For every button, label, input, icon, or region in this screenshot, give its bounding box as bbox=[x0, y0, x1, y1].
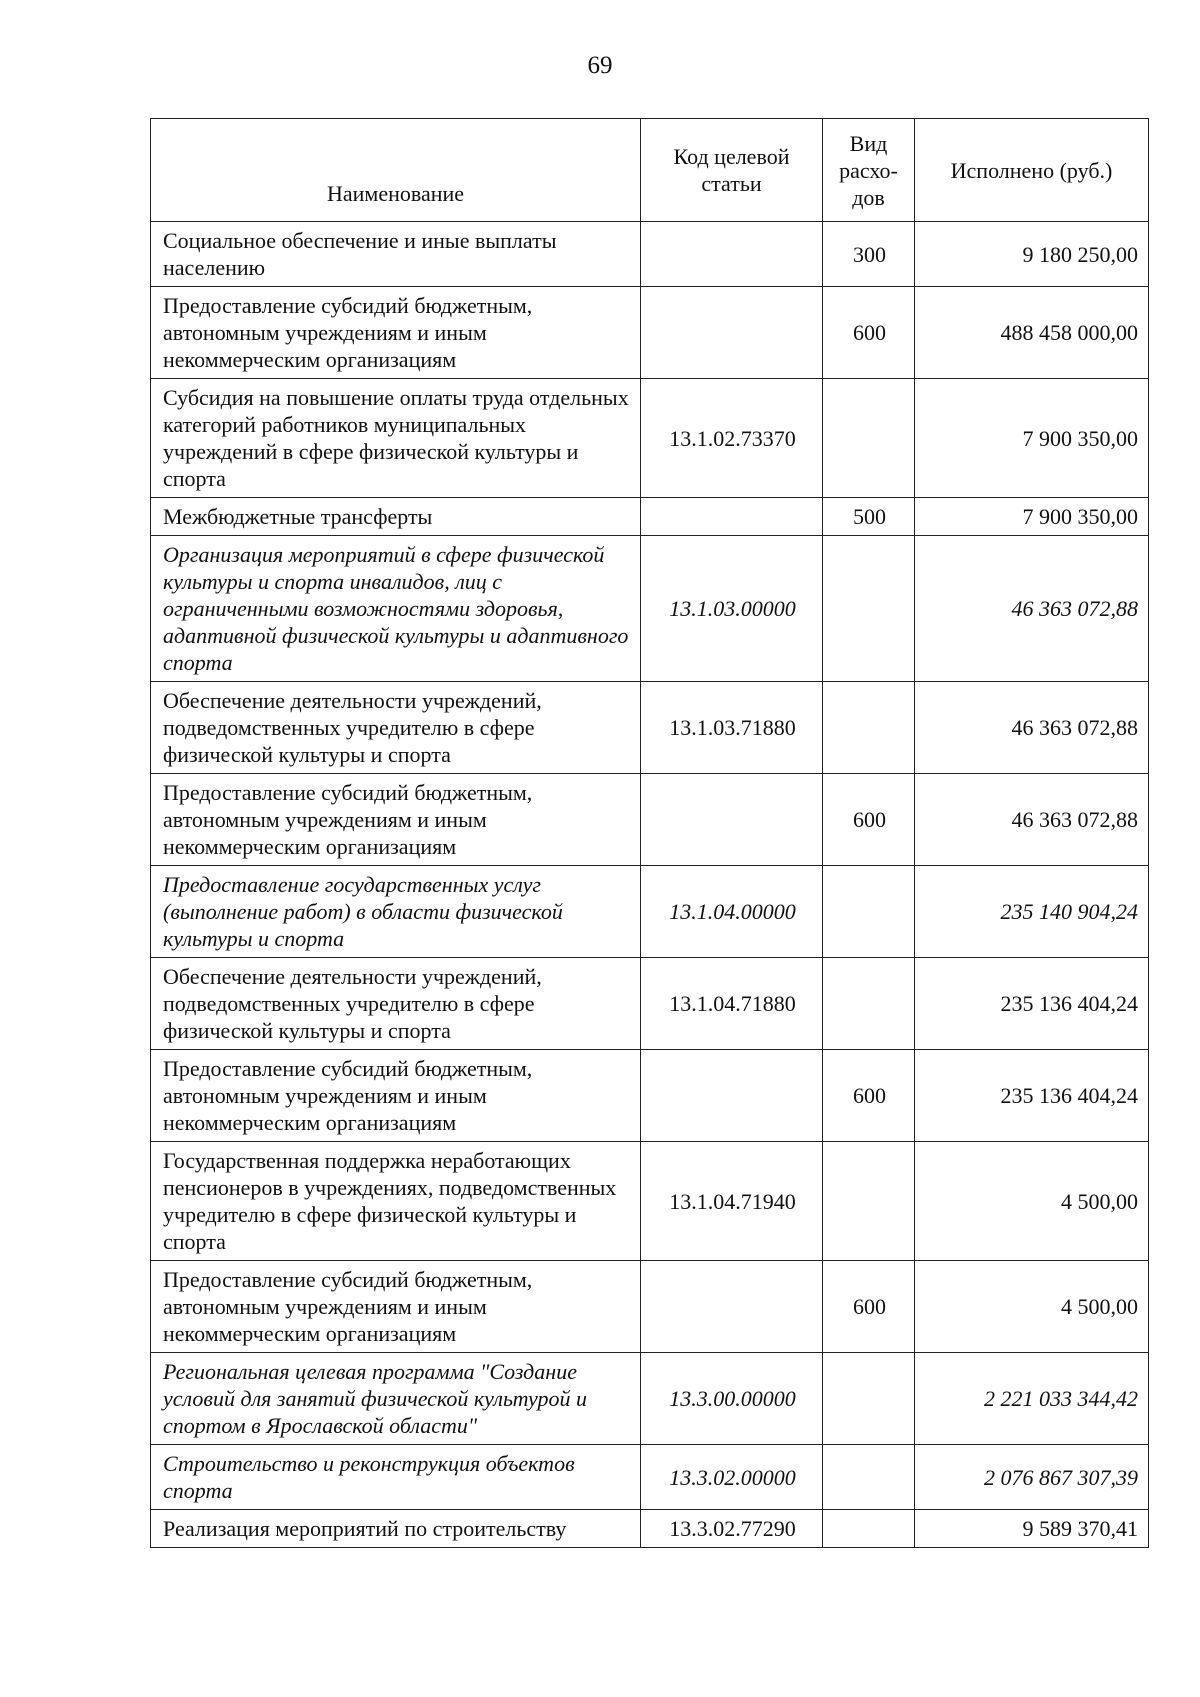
table-body bbox=[151, 222, 1149, 1548]
table-row bbox=[151, 1261, 1149, 1353]
header-kind: Вид расхо-дов bbox=[823, 119, 915, 222]
row-kind-cell bbox=[823, 379, 915, 498]
row-name-cell: Обеспечение деятельности учреждений, подведомственных учредителю в сфере физической культуры и спорта bbox=[151, 958, 641, 1050]
header-amount: Исполнено (руб.) bbox=[915, 119, 1149, 222]
row-name-cell: Субсидия на повышение оплаты труда отдельных категорий работников муниципальных учреждений в сфере физической культуры и спорта bbox=[151, 379, 641, 498]
row-amount-cell: 4 500,00 bbox=[915, 1261, 1149, 1353]
row-amount-cell: 235 136 404,24 bbox=[915, 1050, 1149, 1142]
row-name-cell: Организация мероприятий в сфере физической культуры и спорта инвалидов, лиц с ограниченными возможностями здоровья, адаптивной физической культуры и адаптивного спорта bbox=[151, 536, 641, 682]
row-code-cell bbox=[641, 774, 823, 866]
table-row bbox=[151, 1353, 1149, 1445]
page-number: 69 bbox=[587, 52, 613, 79]
row-code-cell: 13.1.04.00000 bbox=[641, 866, 823, 958]
row-amount-cell: 2 076 867 307,39 bbox=[915, 1445, 1149, 1510]
row-code-cell bbox=[641, 1050, 823, 1142]
row-code-cell: 13.1.04.71940 bbox=[641, 1142, 823, 1261]
table-row bbox=[151, 379, 1149, 498]
table-row bbox=[151, 222, 1149, 287]
row-name-cell: Региональная целевая программа "Создание условий для занятий физической культурой и спортом в Ярославской области" bbox=[151, 1353, 641, 1445]
row-amount-cell: 46 363 072,88 bbox=[915, 536, 1149, 682]
row-kind-cell bbox=[823, 1142, 915, 1261]
row-code-cell: 13.1.03.71880 bbox=[641, 682, 823, 774]
row-amount-cell: 4 500,00 bbox=[915, 1142, 1149, 1261]
row-code-cell: 13.1.02.73370 bbox=[641, 379, 823, 498]
row-code-cell bbox=[641, 287, 823, 379]
row-name-cell: Строительство и реконструкция объектов спорта bbox=[151, 1445, 641, 1510]
row-name-cell: Государственная поддержка неработающих пенсионеров в учреждениях, подведомственных учредителю в сфере физической культуры и спорта bbox=[151, 1142, 641, 1261]
row-code-cell: 13.1.03.00000 bbox=[641, 536, 823, 682]
row-kind-cell bbox=[823, 682, 915, 774]
row-amount-cell: 9 589 370,41 bbox=[915, 1510, 1149, 1548]
row-kind-cell bbox=[823, 536, 915, 682]
header-name: Наименование bbox=[151, 119, 641, 222]
row-amount-cell: 7 900 350,00 bbox=[915, 379, 1149, 498]
row-amount-cell: 9 180 250,00 bbox=[915, 222, 1149, 287]
row-kind-cell bbox=[823, 1353, 915, 1445]
row-name-cell: Межбюджетные трансферты bbox=[151, 498, 641, 536]
row-name-cell: Обеспечение деятельности учреждений, подведомственных учредителю в сфере физической культуры и спорта bbox=[151, 682, 641, 774]
row-amount-cell: 7 900 350,00 bbox=[915, 498, 1149, 536]
row-code-cell: 13.1.04.71880 bbox=[641, 958, 823, 1050]
row-kind-cell: 600 bbox=[823, 287, 915, 379]
row-name-cell: Реализация мероприятий по строительству bbox=[151, 1510, 641, 1548]
row-kind-cell: 600 bbox=[823, 1050, 915, 1142]
row-name-cell: Предоставление субсидий бюджетным, автономным учреждениям и иным некоммерческим организациям bbox=[151, 287, 641, 379]
row-kind-cell bbox=[823, 958, 915, 1050]
table-row bbox=[151, 774, 1149, 866]
table-row bbox=[151, 536, 1149, 682]
row-kind-cell: 300 bbox=[823, 222, 915, 287]
row-code-cell bbox=[641, 498, 823, 536]
table-row bbox=[151, 958, 1149, 1050]
row-amount-cell: 488 458 000,00 bbox=[915, 287, 1149, 379]
table-row bbox=[151, 1445, 1149, 1510]
row-amount-cell: 46 363 072,88 bbox=[915, 774, 1149, 866]
row-code-cell bbox=[641, 222, 823, 287]
row-code-cell: 13.3.02.77290 bbox=[641, 1510, 823, 1548]
table-row bbox=[151, 1050, 1149, 1142]
table-row bbox=[151, 682, 1149, 774]
row-kind-cell bbox=[823, 1445, 915, 1510]
row-name-cell: Предоставление субсидий бюджетным, автономным учреждениям и иным некоммерческим организациям bbox=[151, 774, 641, 866]
row-code-cell: 13.3.02.00000 bbox=[641, 1445, 823, 1510]
header-code: Код целевой статьи bbox=[641, 119, 823, 222]
row-kind-cell: 600 bbox=[823, 1261, 915, 1353]
row-kind-cell: 600 bbox=[823, 774, 915, 866]
table-row bbox=[151, 1510, 1149, 1548]
row-amount-cell: 46 363 072,88 bbox=[915, 682, 1149, 774]
row-code-cell: 13.3.00.00000 bbox=[641, 1353, 823, 1445]
table-row bbox=[151, 866, 1149, 958]
row-name-cell: Предоставление государственных услуг (выполнение работ) в области физической культуры и спорта bbox=[151, 866, 641, 958]
row-amount-cell: 235 140 904,24 bbox=[915, 866, 1149, 958]
row-kind-cell bbox=[823, 1510, 915, 1548]
row-name-cell: Предоставление субсидий бюджетным, автономным учреждениям и иным некоммерческим организациям bbox=[151, 1050, 641, 1142]
table-header-row bbox=[151, 119, 1149, 222]
budget-execution-table bbox=[150, 118, 1149, 1548]
table-row bbox=[151, 498, 1149, 536]
row-name-cell: Социальное обеспечение и иные выплаты населению bbox=[151, 222, 641, 287]
row-amount-cell: 2 221 033 344,42 bbox=[915, 1353, 1149, 1445]
table-row bbox=[151, 1142, 1149, 1261]
row-code-cell bbox=[641, 1261, 823, 1353]
table-row bbox=[151, 287, 1149, 379]
row-name-cell: Предоставление субсидий бюджетным, автономным учреждениям и иным некоммерческим организациям bbox=[151, 1261, 641, 1353]
row-kind-cell: 500 bbox=[823, 498, 915, 536]
row-kind-cell bbox=[823, 866, 915, 958]
row-amount-cell: 235 136 404,24 bbox=[915, 958, 1149, 1050]
